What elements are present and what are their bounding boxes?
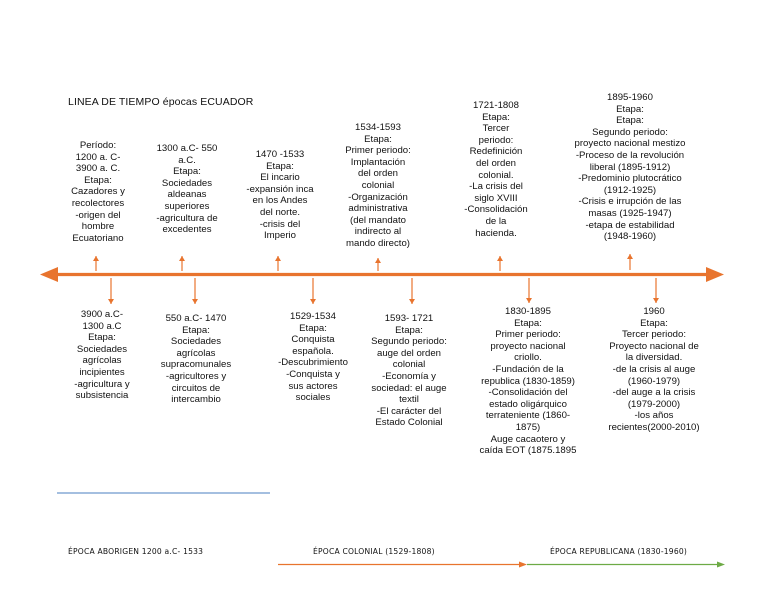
event-text-line: colonial xyxy=(361,179,395,191)
event-below-republic-first xyxy=(466,306,590,457)
event-text-line: proyecto nacional xyxy=(490,340,566,352)
event-text-line: de la xyxy=(485,215,507,227)
event-text-line: -Proceso de la revolución xyxy=(575,149,685,161)
event-text-line: Segundo periodo: xyxy=(592,126,668,138)
event-text-line: -agricultura de xyxy=(156,212,218,224)
event-text-line: criollo. xyxy=(514,352,542,364)
event-above-colonial-first xyxy=(330,122,426,250)
event-text-line: 1470 -1533 xyxy=(255,149,305,160)
event-text-line: -Predominio plutocrático xyxy=(578,173,682,185)
event-text-line: Etapa: xyxy=(266,160,294,172)
event-text-line: estado oligárquico xyxy=(489,398,567,410)
event-text-line: -agricultores y xyxy=(165,370,227,382)
connector-arrowhead-up-2 xyxy=(179,256,185,261)
event-text-line: Etapa: xyxy=(182,324,210,336)
event-text-line: liberal (1895-1912) xyxy=(589,161,671,173)
event-text-line: -Fundación de la xyxy=(492,363,564,375)
event-text-line: recientes(2000-2010) xyxy=(608,421,700,433)
event-text-line: auge del orden xyxy=(376,347,441,359)
event-text-line: Etapa: xyxy=(640,317,668,329)
event-text-line: -etapa de estabilidad xyxy=(585,219,675,231)
event-text-line: Etapa: xyxy=(482,111,510,123)
event-text-line: sociedad: el auge xyxy=(371,382,447,394)
event-text-line: -crisis del xyxy=(259,218,301,230)
event-text-line: administrativa xyxy=(348,203,408,215)
era-republicana-label: ÉPOCA REPUBLICANA (1830-1960) xyxy=(550,547,688,556)
event-text-line: hacienda. xyxy=(475,227,517,239)
event-text-line: 3900 a. C. xyxy=(75,163,121,175)
event-text-line: (1912-1925) xyxy=(603,184,657,196)
event-above-aldeanas xyxy=(146,143,228,236)
event-text-line: Segundo periodo: xyxy=(371,336,447,348)
event-text-line: 1300 a.C- 550 xyxy=(156,143,218,154)
event-text-line: del norte. xyxy=(259,206,300,218)
event-text-line: -Organización xyxy=(348,191,408,203)
event-text-line: -Consolidación xyxy=(464,204,528,216)
event-text-line: 1200 a. C- xyxy=(75,151,121,163)
event-below-colonial-second xyxy=(356,313,462,429)
event-text-line: Etapa: xyxy=(364,133,392,145)
event-text-line: (1979-2000) xyxy=(627,398,681,410)
event-text-line: 1300 a.C xyxy=(82,320,122,332)
event-text-line: textil xyxy=(399,394,419,406)
event-text-line: intercambio xyxy=(171,394,221,406)
event-text-line: sociales xyxy=(295,392,331,404)
event-text-line: Conquista xyxy=(291,334,335,346)
event-text-line: Etapa: xyxy=(616,115,644,127)
event-above-incario xyxy=(238,149,322,242)
event-text-line: recolectores xyxy=(71,197,125,209)
event-text-line: a.C. xyxy=(178,154,196,166)
event-above-republic-second xyxy=(560,92,700,243)
event-text-line: excedentes xyxy=(162,224,212,236)
event-text-line: Primer periodo: xyxy=(345,145,411,157)
event-text-line: sus actores xyxy=(288,380,338,392)
event-text-line: -agricultura y xyxy=(74,378,130,390)
event-text-line: aldeanas xyxy=(167,189,207,201)
event-text-line: Etapa: xyxy=(395,324,423,336)
event-text-line: circuitos de xyxy=(171,382,221,394)
event-text-line: Imperio xyxy=(264,230,296,242)
connector-arrowhead-down-6 xyxy=(653,298,659,303)
event-text-line: 1830-1895 xyxy=(505,306,551,317)
event-text-line: El incario xyxy=(260,172,300,184)
event-text-line: Etapa: xyxy=(88,332,116,344)
event-text-line: Sociedades xyxy=(170,336,222,348)
event-text-line: -expansión inca xyxy=(246,183,314,195)
event-above-colonial-third xyxy=(448,100,544,239)
event-text-line: española. xyxy=(292,345,334,357)
timeline-arrowhead-right xyxy=(706,267,724,282)
event-text-line: Período: xyxy=(79,140,117,151)
event-text-line: Tercer xyxy=(482,123,510,135)
event-text-line: -Consolidación del xyxy=(488,387,568,399)
event-text-line: masas (1925-1947) xyxy=(588,207,672,219)
event-text-line: 1895-1960 xyxy=(607,92,653,103)
event-text-line: -Descubrimiento xyxy=(278,357,348,369)
connector-group xyxy=(93,254,659,304)
event-text-line: indirecto al xyxy=(354,226,402,238)
event-text-line: 1960 xyxy=(643,306,665,317)
event-text-line: -del auge a la crisis xyxy=(612,387,696,399)
connector-arrowhead-up-3 xyxy=(275,256,281,261)
event-text-line: periodo: xyxy=(478,134,514,146)
event-text-line: Ecuatoriano xyxy=(72,232,124,244)
event-text-line: colonial xyxy=(392,359,426,371)
event-text-line: mando directo) xyxy=(346,237,410,249)
event-text-line: 1534-1593 xyxy=(355,122,401,133)
colonial-era-arrowhead xyxy=(519,562,527,568)
event-text-line: -Crisis e irrupción de las xyxy=(578,196,682,208)
connector-arrowhead-down-4 xyxy=(409,299,415,304)
connector-arrowhead-down-2 xyxy=(192,299,198,304)
event-above-aborigen-hunters xyxy=(62,140,134,244)
connector-arrowhead-down-5 xyxy=(526,298,532,303)
event-text-line: del orden xyxy=(357,168,398,180)
event-text-line: siglo XVIII xyxy=(474,192,518,204)
event-text-line: la diversidad. xyxy=(625,352,683,364)
event-text-line: proyecto nacional mestizo xyxy=(574,138,686,150)
connector-arrowhead-down-1 xyxy=(108,299,114,304)
event-text-line: Etapa: xyxy=(84,174,112,186)
event-text-line: Estado Colonial xyxy=(375,417,443,429)
event-text-line: terrateniente (1860- xyxy=(485,410,571,422)
event-below-conquista xyxy=(268,311,358,404)
connector-arrowhead-up-1 xyxy=(93,256,99,261)
event-text-line: 1721-1808 xyxy=(473,100,519,111)
event-below-agricolas-incipientes xyxy=(58,309,146,402)
event-text-line: Proyecto nacional de xyxy=(609,340,699,352)
event-text-line: 550 a.C- 1470 xyxy=(165,313,227,324)
event-text-line: colonial. xyxy=(478,169,514,181)
event-text-line: -Economía y xyxy=(382,370,436,382)
era-colonial-label: ÉPOCA COLONIAL (1529-1808) xyxy=(313,547,435,556)
event-text-line: Tercer periodo: xyxy=(622,329,686,341)
republic-era-arrowhead xyxy=(717,562,725,568)
event-text-line: 3900 a.C- xyxy=(80,309,124,320)
event-text-line: subsistencia xyxy=(75,390,129,402)
event-text-line: republica (1830-1859) xyxy=(481,375,575,387)
connector-arrowhead-up-6 xyxy=(627,254,633,259)
event-text-line: (del mandato xyxy=(350,214,406,226)
event-text-line: Primer periodo: xyxy=(495,329,561,341)
event-text-line: supracomunales xyxy=(160,359,232,371)
event-text-line: -Conquista y xyxy=(286,368,340,380)
event-text-line: Auge cacaotero y xyxy=(490,433,566,445)
timeline-arrowhead-left xyxy=(40,267,58,282)
connector-arrowhead-up-5 xyxy=(497,256,503,261)
event-text-line: en los Andes xyxy=(252,195,308,207)
event-text-line: Sociedades xyxy=(161,177,213,189)
event-text-line: -La crisis del xyxy=(469,181,523,193)
event-text-line: Etapa: xyxy=(514,317,542,329)
event-text-line: hombre xyxy=(81,221,115,233)
connector-arrowhead-down-3 xyxy=(310,299,316,304)
event-below-supracomunales xyxy=(146,313,246,406)
event-text-line: Etapa: xyxy=(173,166,201,178)
event-text-line: -El carácter del xyxy=(376,405,442,417)
event-text-line: 1875) xyxy=(515,421,541,433)
page-title: LINEA DE TIEMPO épocas ECUADOR xyxy=(68,96,254,108)
event-text-line: caída EOT (1875.1895 xyxy=(479,445,577,457)
event-text-line: Implantación xyxy=(350,156,406,168)
event-text-line: incipientes xyxy=(79,366,125,378)
event-text-line: (1960-1979) xyxy=(627,375,681,387)
event-text-line: del orden xyxy=(475,157,516,169)
event-text-line: Cazadores y xyxy=(71,186,125,198)
event-text-line: -origen del xyxy=(75,209,121,221)
event-text-line: Etapa: xyxy=(299,322,327,334)
event-text-line: Sociedades xyxy=(76,343,128,355)
event-text-line: (1948-1960) xyxy=(603,231,657,243)
event-text-line: agrícolas xyxy=(176,347,216,359)
event-text-line: -los años xyxy=(634,410,674,422)
event-text-line: 1529-1534 xyxy=(290,311,336,322)
event-text-line: Etapa: xyxy=(616,103,644,115)
event-text-line: -de la crisis al auge xyxy=(612,363,696,375)
event-text-line: agrícolas xyxy=(82,355,122,367)
connector-arrowhead-up-4 xyxy=(375,258,381,263)
event-text-line: Redefinición xyxy=(469,146,523,158)
event-text-line: 1593- 1721 xyxy=(384,313,434,324)
event-text-line: superiores xyxy=(164,200,210,212)
era-aborigen-label: ÉPOCA ABORIGEN 1200 a.C- 1533 xyxy=(68,547,204,556)
event-below-republic-third xyxy=(592,306,716,434)
